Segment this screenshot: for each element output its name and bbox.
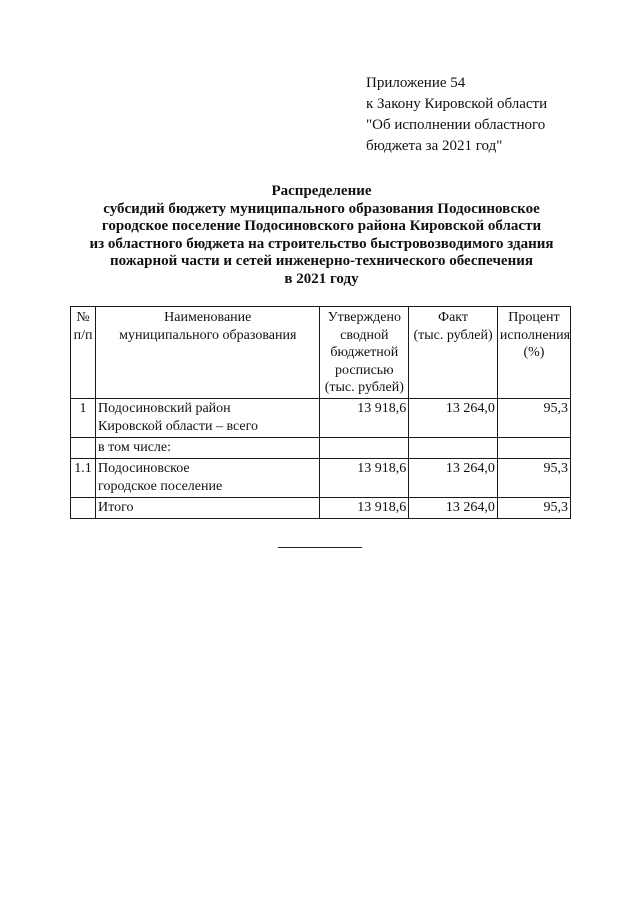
column-header-name: Наименование муниципального образования: [96, 307, 320, 399]
appendix-line: Приложение 54: [366, 75, 466, 91]
percent-value: 95,3: [497, 497, 570, 518]
municipality-name: в том числе:: [96, 437, 320, 458]
title-line: из областного бюджета на строительство быстровозводимого здания: [89, 235, 554, 252]
approved-value: 13 918,6: [320, 458, 409, 497]
row-number: 1: [71, 398, 96, 437]
column-header-percent: Процент исполнения (%): [497, 307, 570, 399]
percent-value: 95,3: [497, 458, 570, 497]
appendix-header: [366, 73, 547, 157]
table-row-total: [71, 497, 571, 518]
table-header-row: [71, 307, 571, 399]
fact-value: 13 264,0: [409, 458, 498, 497]
municipality-name: Подосиновское городское поселение: [96, 458, 320, 497]
table-row: [71, 458, 571, 497]
row-number: [71, 497, 96, 518]
fact-value: 13 264,0: [409, 497, 498, 518]
percent-value: 95,3: [497, 398, 570, 437]
title-line: Распределение: [271, 183, 372, 199]
municipality-name: Итого: [96, 497, 320, 518]
fact-value: [409, 437, 498, 458]
appendix-line: к Закону Кировской области: [366, 96, 548, 112]
end-separator-line: [278, 547, 362, 548]
document-title: [40, 183, 603, 288]
approved-value: [320, 437, 409, 458]
title-line: в 2021 году: [284, 270, 359, 287]
column-header-fact: Факт (тыс. рублей): [409, 307, 498, 399]
table-row: [71, 398, 571, 437]
title-line: городское поселение Подосиновского района Кировской области: [101, 218, 542, 234]
column-header-number: № п/п: [71, 307, 96, 399]
row-number: [71, 437, 96, 458]
table-row: [71, 437, 571, 458]
title-line: субсидий бюджету муниципального образования Подосиновское: [103, 200, 540, 217]
column-header-approved: Утверждено сводной бюджетной росписью (тыс. рублей): [320, 307, 409, 399]
title-line: пожарной части и сетей инженерно-технического обеспечения: [110, 253, 533, 269]
appendix-line: бюджета за 2021 год": [366, 138, 503, 154]
row-number: 1.1: [71, 458, 96, 497]
appendix-line: "Об исполнении областного: [366, 117, 546, 133]
percent-value: [497, 437, 570, 458]
municipality-name: Подосиновский район Кировской области – всего: [96, 398, 320, 437]
fact-value: 13 264,0: [409, 398, 498, 437]
approved-value: 13 918,6: [320, 497, 409, 518]
approved-value: 13 918,6: [320, 398, 409, 437]
distribution-table: [70, 306, 571, 519]
